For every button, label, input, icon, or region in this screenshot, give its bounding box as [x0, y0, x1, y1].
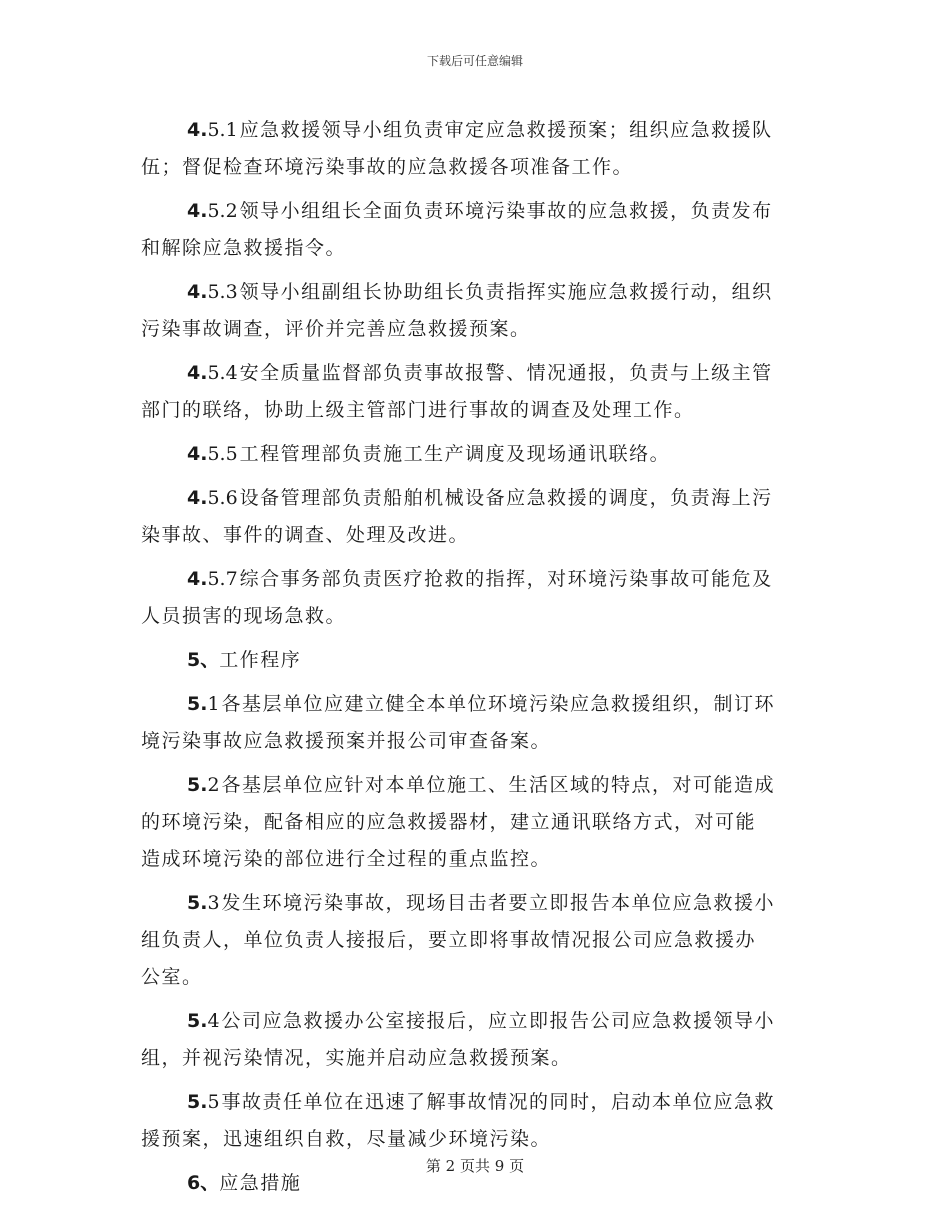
- paragraph-line: [141, 274, 821, 311]
- subsection-number: 5.4: [207, 362, 238, 384]
- paragraph-gap: [141, 760, 821, 767]
- paragraph-line: [141, 1084, 821, 1121]
- paragraph-gap: [141, 679, 821, 686]
- paragraph: [141, 436, 821, 473]
- paragraph-text: 染事故、事件的调查、处理及改进。: [141, 524, 470, 546]
- paragraph-gap: [141, 1077, 821, 1084]
- paragraph: [141, 274, 821, 348]
- paragraph-text: 综合事务部负责医疗抢救的指挥，对环境污染事故可能危及: [239, 568, 773, 590]
- document-body: [141, 112, 821, 1209]
- paragraph-line: [141, 767, 821, 804]
- paragraph-line: [141, 561, 821, 598]
- paragraph-text: 领导小组副组长协助组长负责指挥实施应急救援行动，组织: [239, 281, 773, 303]
- paragraph-text: 境污染事故应急救援预案并报公司审查备案。: [141, 730, 552, 752]
- paragraph-line: [141, 436, 821, 473]
- page-header: 下载后可任意编辑: [426, 54, 523, 68]
- paragraph: [141, 355, 821, 429]
- paragraph-gap: [141, 554, 821, 561]
- paragraph-line: [141, 230, 821, 267]
- paragraph: [141, 767, 821, 878]
- subsection-number: 5: [207, 1091, 220, 1113]
- section-number: 5、: [187, 649, 220, 671]
- paragraph-text: 援预案，迅速组织自救，尽量减少环境污染。: [141, 1128, 552, 1150]
- paragraph-text: 应急措施: [219, 1172, 302, 1194]
- paragraph-text: 发生环境污染事故，现场目击者要立即报告本单位应急救援小: [221, 892, 776, 914]
- subsection-number: 3: [207, 892, 220, 914]
- page-footer: 第 2 页共 9 页: [425, 1157, 525, 1175]
- paragraph-line: [141, 841, 821, 878]
- subsection-number: 5.7: [207, 568, 238, 590]
- paragraph-text: 工程管理部负责施工生产调度及现场通讯联络。: [239, 443, 671, 465]
- paragraph-line: [141, 355, 821, 392]
- paragraph-line: [141, 922, 821, 959]
- paragraph-gap: [141, 348, 821, 355]
- subsection-number: 5.5: [207, 443, 238, 465]
- paragraph-gap: [141, 186, 821, 193]
- paragraph-text: 设备管理部负责船舶机械设备应急救援的调度，负责海上污: [239, 487, 773, 509]
- paragraph-text: 组负责人，单位负责人接报后，要立即将事故情况报公司应急救援办: [141, 929, 757, 951]
- paragraph-gap: [141, 429, 821, 436]
- paragraph-line: [141, 1121, 821, 1158]
- paragraph-line: [141, 804, 821, 841]
- subsection-number: 5.2: [207, 200, 238, 222]
- paragraph-line: [141, 480, 821, 517]
- paragraph: [141, 112, 821, 186]
- paragraph-text: 事故责任单位在迅速了解事故情况的同时，启动本单位应急救: [221, 1091, 776, 1113]
- subsection-number: 1: [207, 693, 220, 715]
- subsection-number: 5.1: [207, 119, 238, 141]
- paragraph-line: [141, 598, 821, 635]
- paragraph-gap: [141, 635, 821, 642]
- paragraph-text: 造成环境污染的部位进行全过程的重点监控。: [141, 848, 552, 870]
- section-number: 4.: [187, 487, 208, 509]
- paragraph: [141, 642, 821, 679]
- paragraph: [141, 1084, 821, 1158]
- paragraph-line: [141, 885, 821, 922]
- paragraph-text: 伍；督促检查环境污染事故的应急救援各项准备工作。: [141, 156, 634, 178]
- paragraph-text: 各基层单位应针对本单位施工、生活区域的特点，对可能造成: [221, 774, 776, 796]
- section-number: 5.: [187, 693, 208, 715]
- paragraph-line: [141, 723, 821, 760]
- paragraph-text: 人员损害的现场急救。: [141, 605, 347, 627]
- paragraph-text: 组，并视污染情况，实施并启动应急救援预案。: [141, 1047, 572, 1069]
- paragraph-line: [141, 193, 821, 230]
- subsection-number: 5.3: [207, 281, 238, 303]
- paragraph-gap: [141, 267, 821, 274]
- subsection-number: 2: [207, 774, 220, 796]
- paragraph-text: 和解除应急救援指令。: [141, 237, 347, 259]
- paragraph-text: 各基层单位应建立健全本单位环境污染应急救援组织，制订环: [221, 693, 776, 715]
- paragraph-gap: [141, 1202, 821, 1209]
- subsection-number: 5.6: [207, 487, 238, 509]
- paragraph-text: 领导小组组长全面负责环境污染事故的应急救援，负责发布: [239, 200, 773, 222]
- paragraph-gap: [141, 996, 821, 1003]
- paragraph-line: [141, 311, 821, 348]
- paragraph-text: 污染事故调查，评价并完善应急救援预案。: [141, 318, 531, 340]
- subsection-number: 4: [207, 1010, 220, 1032]
- paragraph-line: [141, 149, 821, 186]
- paragraph-line: [141, 959, 821, 996]
- section-number: 5.: [187, 892, 208, 914]
- paragraph-line: [141, 1003, 821, 1040]
- section-number: 4.: [187, 568, 208, 590]
- paragraph-line: [141, 686, 821, 723]
- section-number: 4.: [187, 119, 208, 141]
- paragraph-line: [141, 642, 821, 679]
- paragraph-text: 应急救援领导小组负责审定应急救援预案；组织应急救援队: [239, 119, 773, 141]
- paragraph: [141, 1003, 821, 1077]
- paragraph-text: 的环境污染，配备相应的应急救援器材，建立通讯联络方式，对可能: [141, 811, 757, 833]
- paragraph-gap: [141, 878, 821, 885]
- paragraph: [141, 561, 821, 635]
- section-number: 4.: [187, 362, 208, 384]
- paragraph-text: 工作程序: [219, 649, 302, 671]
- section-number: 4.: [187, 281, 208, 303]
- paragraph-text: 安全质量监督部负责事故报警、情况通报，负责与上级主管: [239, 362, 773, 384]
- section-number: 5.: [187, 1091, 208, 1113]
- paragraph-line: [141, 1040, 821, 1077]
- section-number: 5.: [187, 774, 208, 796]
- paragraph-text: 公司应急救援办公室接报后，应立即报告公司应急救援领导小: [221, 1010, 776, 1032]
- paragraph-line: [141, 517, 821, 554]
- paragraph: [141, 686, 821, 760]
- paragraph: [141, 480, 821, 554]
- paragraph-text: 部门的联络，协助上级主管部门进行事故的调查及处理工作。: [141, 399, 695, 421]
- section-number: 6、: [187, 1172, 220, 1194]
- section-number: 4.: [187, 200, 208, 222]
- paragraph-gap: [141, 473, 821, 480]
- paragraph: [141, 885, 821, 996]
- section-number: 4.: [187, 443, 208, 465]
- paragraph: [141, 193, 821, 267]
- section-number: 5.: [187, 1010, 208, 1032]
- paragraph-line: [141, 392, 821, 429]
- paragraph-text: 公室。: [141, 966, 203, 988]
- paragraph-line: [141, 112, 821, 149]
